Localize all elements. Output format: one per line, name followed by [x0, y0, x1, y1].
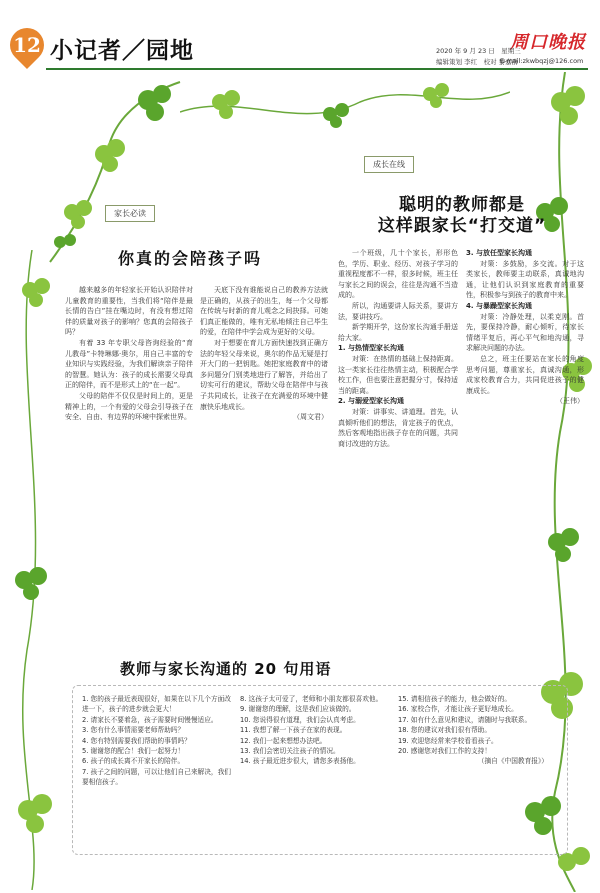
article2-tag: 成长在线 — [364, 156, 414, 173]
list-item: 10. 您说得很有道理，我们会认真考虑。 — [240, 715, 360, 724]
list-item: 11. 我想了解一下孩子在家的表现。 — [240, 726, 347, 735]
newspaper-logo: 周口晚报 — [510, 32, 586, 53]
list-item: 13. 我们会密切关注孩子的情况。 — [240, 747, 340, 756]
contact-email: E-mail:zkwbqzj@126.com — [500, 57, 584, 65]
list-item: 18. 您的建议对我们很有帮助。 — [398, 726, 492, 735]
list-item: 19. 欢迎您经常来学校看看孩子。 — [398, 736, 498, 745]
article2-paragraph: 对策：冷静处理，以柔克刚。首先，要保持冷静，耐心倾听，待家长情绪平复后，再心平气和地沟通，寻求解决问题的办法。 — [466, 312, 584, 353]
article2-paragraph: 对策：多鼓励，多交流。对于这类家长，教师要主动联系，真诚地沟通，让他们认识到家庭教育的重要性，积极参与到孩子的教育中来。 — [466, 259, 584, 300]
article2-paragraph: 对策：在热情的基础上保持距离。这一类家长往往热情主动，积极配合学校工作，但也要注意把握分寸，保持适当的距离。 — [338, 354, 458, 395]
article2-subhead: 3. 与放任型家长沟通 — [466, 249, 532, 257]
list-item: 17. 如有什么意见和建议，请随时与我联系。 — [398, 715, 532, 724]
header-rule — [46, 68, 588, 70]
list-item: 7. 孩子之间的问题，可以让他们自己来解决，我们要相信孩子。 — [82, 767, 231, 787]
article2-col-2 — [466, 248, 584, 643]
page-number: 12 — [13, 33, 41, 57]
article1-col-2 — [200, 285, 328, 650]
article1-tag: 家长必读 — [105, 205, 155, 222]
article1-paragraph: 越来越多的年轻家长开始认识陪伴对儿童教育的重要性，当我们将“陪伴是最长情的告白”挂在嘴边时，有没有想过陪伴的质量对孩子的影响？您真的会陪孩子吗？ — [65, 286, 193, 337]
article2-subhead: 1. 与热情型家长沟通 — [338, 344, 404, 353]
article1-byline: （周文君） — [293, 413, 328, 422]
article3-col-3 — [398, 694, 548, 849]
page-number-badge — [3, 21, 51, 69]
article2-paragraph: 所以，沟通要讲人际关系，要讲方法，要讲技巧。 — [338, 301, 458, 321]
article2-subhead: 4. 与暴躁型家长沟通 — [466, 301, 532, 310]
article2-byline: （王伟） — [556, 397, 584, 406]
article1-title: 你真的会陪孩子吗 — [118, 249, 263, 268]
article1-paragraph: 有着 33 年专职父母咨询经验的“育儿教母”卡特琳娜·奥尔，用自己丰富的专业知识与实践经验，为我们解读亲子陪伴的智慧。她认为：孩子的成长需要父母真正的陪伴，而不是形式上的“在一起”。 — [65, 338, 193, 390]
editor-credits: 编辑策划 李红 校对 黎嘉群 — [436, 58, 519, 66]
clover-vine-left-icon — [40, 72, 190, 272]
publication-date: 2020 年 9 月 23 日 星期三 — [436, 47, 521, 55]
article1-col-1 — [65, 285, 193, 650]
article2-title-line2: 这样跟家长“打交道” — [377, 216, 547, 236]
section-title: 小记者／园地 — [50, 37, 194, 64]
list-item: 16. 家校合作，才能让孩子更好地成长。 — [398, 705, 518, 714]
clover-left-column-icon — [2, 250, 62, 890]
list-item: 5. 谢谢您的配合！我们一起努力！ — [82, 747, 185, 756]
article2-paragraph: 新学期开学，这份家长沟通手册送给大家。 — [338, 323, 458, 342]
article3-byline: （摘自《中国教育报》） — [477, 757, 548, 766]
list-item: 1. 您的孩子最近表现很好，如果在以下几个方面改进一下，孩子的进步就会更大！ — [82, 695, 231, 714]
article3-col-1 — [82, 694, 232, 849]
article1-paragraph: 天底下没有谁能说自己的教养方法就是正确的，从孩子的出生，每一个父母都在传统与时新的育儿观念之间抉择。可她们真正能做的，唯有无私地倾注自己毕生的爱，在陪伴中学会成为更好的父母。 — [200, 286, 328, 337]
list-item: 6. 孩子的成长离不开家长的陪伴。 — [82, 757, 185, 766]
list-item: 8. 这孩子太可爱了，老师和小朋友都很喜欢他。 — [240, 695, 383, 703]
article2-title — [352, 195, 572, 237]
list-item: 15. 请相信孩子的能力，他会做好的。 — [398, 695, 512, 703]
article1-paragraph: 父母的陪伴不仅仅是时间上的，更是精神上的，一个有爱的父母会引导孩子在安全、自由、有边界的环境中探索世界。 — [65, 391, 193, 422]
list-item: 14. 孩子最近进步很大，请您多表扬他。 — [240, 757, 360, 766]
article1-paragraph: 对于想要在育儿方面快速找到正确方法的年轻父母来说，奥尔的作品无疑是打开大门的一把钥匙。她把家庭教育中的诸多问题分门别类地进行了解答，并给出了切实可行的建议，帮助父母在陪伴中与孩子共同成长，让孩子在充满爱的环境中健康快乐地成长。 — [200, 338, 328, 411]
article3-title: 教师与家长沟通的 20 句用语 — [120, 660, 332, 678]
article2-paragraph: 对策：讲事实、讲道理。首先，认真倾听他们的想法，肯定孩子的优点，然后客观地指出孩子存在的问题，共同商讨改进的方法。 — [338, 407, 458, 448]
list-item: 2. 请家长不要着急，孩子需要时间慢慢适应。 — [82, 715, 218, 724]
article2-paragraph: 一个班级，几十个家长，形形色色，学历、职业、经历、对孩子学习的重视程度都不一样，很多时候，班主任与家长之间的误会，往往是沟通不当造成的。 — [338, 249, 458, 300]
list-item: 9. 谢谢您的理解，这是我们应该做的。 — [240, 705, 356, 714]
article3-col-2 — [240, 694, 390, 849]
list-item: 3. 您有什么事情需要老师帮助吗？ — [82, 726, 185, 735]
clover-vine-top-icon — [180, 72, 510, 162]
article2-col-1 — [338, 248, 458, 643]
article2-subhead: 2. 与溺爱型家长沟通 — [338, 397, 404, 406]
article2-paragraph: 总之，班主任要站在家长的角度思考问题，尊重家长，真诚沟通，形成家校教育合力，共同促进孩子的健康成长。 — [466, 354, 584, 395]
list-item: 4. 您有特别需要我们帮助的事情吗？ — [82, 736, 191, 745]
list-item: 12. 我们一起来想想办法吧。 — [240, 736, 327, 745]
list-item: 20. 感谢您对我们工作的支持！ — [398, 747, 492, 756]
article2-title-line1: 聪明的教师都是 — [399, 195, 525, 215]
